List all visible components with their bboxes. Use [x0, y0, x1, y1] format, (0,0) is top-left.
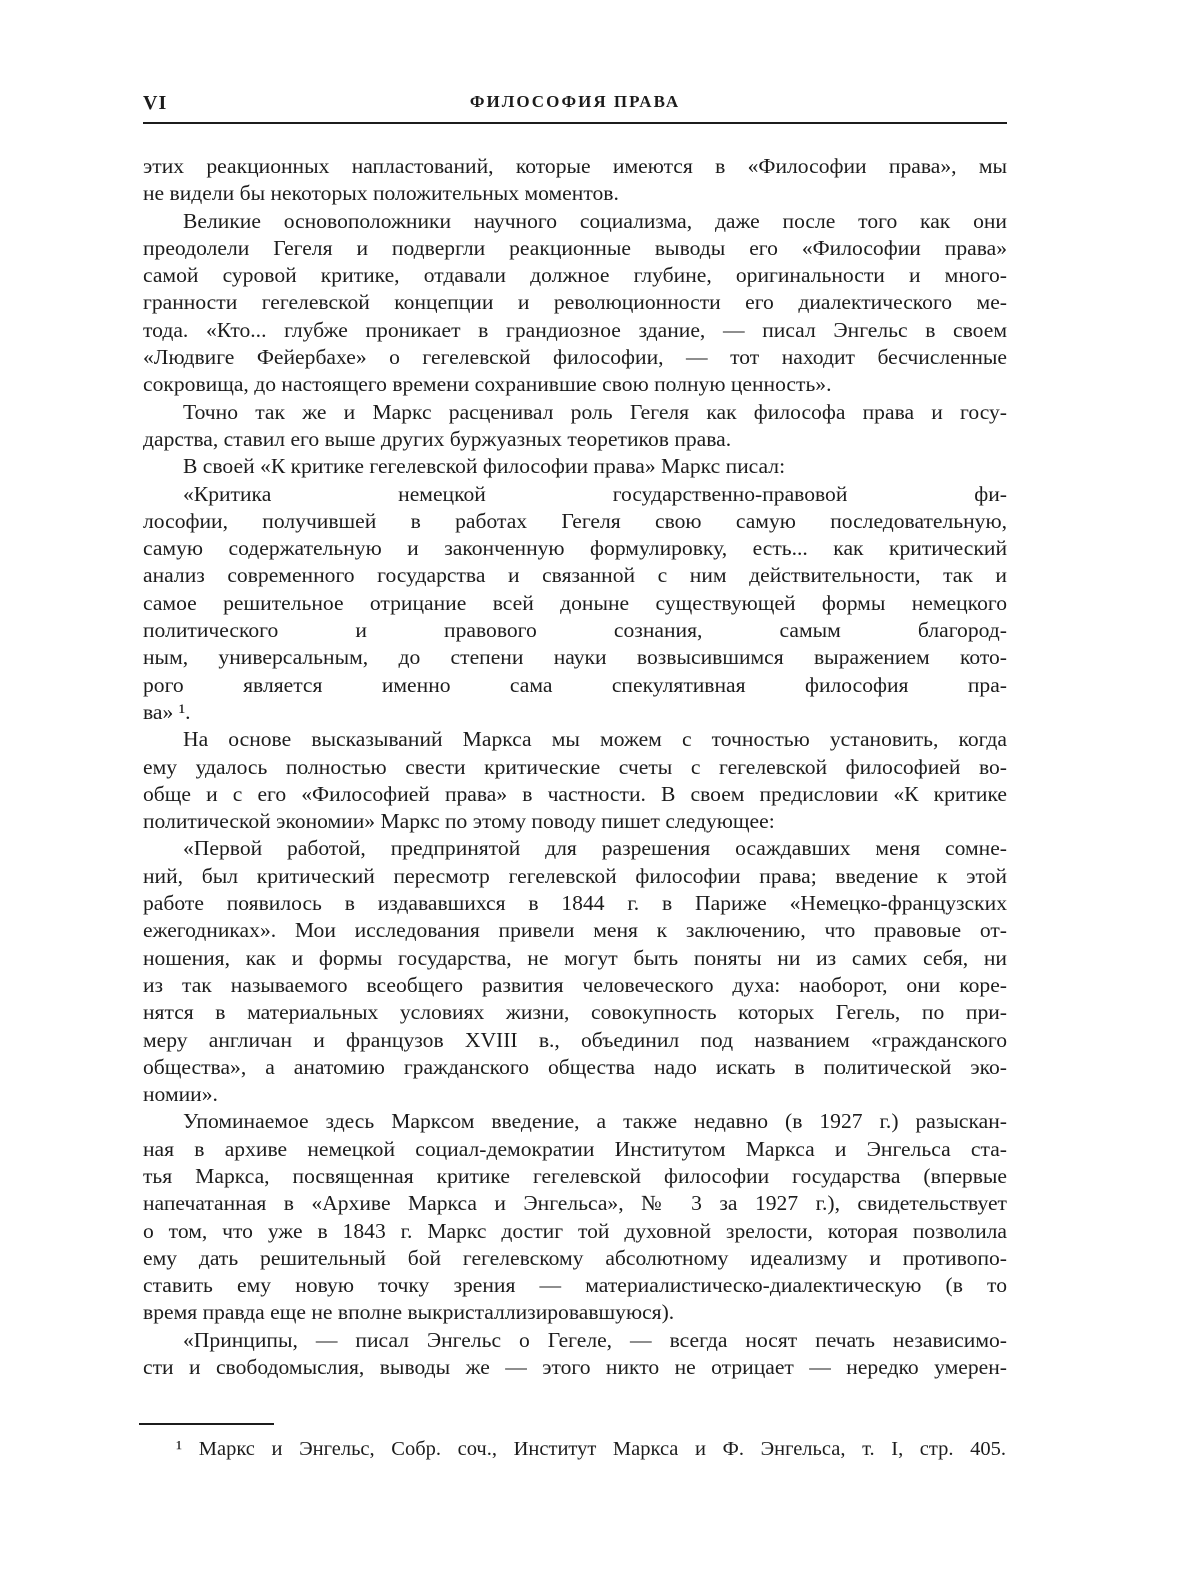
text-line: тья Маркса, посвященная критике гегелевской философии государства (впервые [143, 1163, 1007, 1188]
quote-line: «Первой работой, предпринятой для разрешения осаждавших меня сомне- [183, 836, 1007, 861]
quote-line: меру англичан и французов XVIII в., объединил под названием «гражданского [143, 1027, 1007, 1052]
text-line: сокровища, до настоящего времени сохранившие свою полную ценность». [143, 372, 832, 397]
page-number: VI [143, 92, 168, 114]
quote-line: нятся в материальных условиях жизни, совокупность которых Гегель, по при- [143, 1000, 1007, 1025]
text-line: тода. «Кто... глубже проникает в грандиозное здание, — писал Энгельс в своем [143, 317, 1007, 342]
quote-line: ным, универсальным, до степени науки возвысившимся выражением кото- [143, 645, 1007, 670]
text-line: Великие основоположники научного социализма, даже после того как они [183, 208, 1007, 233]
text-line: Упоминаемое здесь Марксом введение, а также недавно (в 1927 г.) разыскан- [183, 1109, 1007, 1134]
text-line: о том, что уже в 1843 г. Маркс достиг той духовной зрелости, которая позволила [143, 1218, 1007, 1243]
quote-line: самое решительное отрицание всей доныне существующей формы немецкого [143, 590, 1007, 615]
text-line: этих реакционных напластований, которые имеются в «Философии права», мы [143, 154, 1007, 178]
text-line: обще и с его «Философией права» в частности. В своем предисловии «К критике [143, 781, 1007, 806]
text-line: время правда еще не вполне выкристаллизировавшуюся). [143, 1300, 675, 1325]
quote-line: сти и свободомыслия, выводы же — этого никто не отрицает — нередко умерен- [143, 1355, 1007, 1380]
text-line: ему дать решительный бой гегелевскому абсолютному идеализму и противопо- [143, 1245, 1007, 1270]
text-line: политической экономии» Маркс по этому поводу пишет следующее: [143, 809, 775, 834]
text-line: В своей «К критике гегелевской философии права» Маркс писал: [183, 454, 786, 479]
text-line: ная в архиве немецкой социал-демократии Институтом Маркса и Энгельса ста- [143, 1136, 1007, 1161]
quote-line: ежегодниках». Мои исследования привели меня к заключению, что правовые от- [143, 918, 1007, 943]
quote-line: политического и правового сознания, самым благород- [143, 618, 1007, 643]
text-line: «Людвиге Фейербахе» о гегелевской философии, — тот находит бесчисленные [143, 345, 1007, 370]
quote-line: «Принципы, — писал Энгельс о Гегеле, — всегда носят печать независимо- [183, 1327, 1007, 1352]
running-head [143, 92, 1007, 124]
quote-line: ний, был критический пересмотр гегелевской философии права; введение к этой [143, 863, 1007, 888]
quote-line: номии». [143, 1082, 218, 1107]
quote-line: из так называемого всеобщего развития человеческого духа: наоборот, они коре- [143, 972, 1007, 997]
text-line: Точно так же и Маркс расценивал роль Гегеля как философа права и госу- [183, 399, 1007, 424]
quote-line: общества», а анатомию гражданского общества надо искать в политической эко- [143, 1054, 1007, 1079]
text-line: преодолели Гегеля и подвергли реакционные выводы его «Философии права» [143, 235, 1007, 260]
quote-line: лософии, получившей в работах Гегеля свою самую последовательную, [143, 508, 1007, 533]
text-line: На основе высказываний Маркса мы можем с точностью установить, когда [183, 727, 1007, 752]
quote-line: анализ современного государства и связанной с ним действительности, так и [143, 563, 1007, 588]
quote-line: самую содержательную и законченную формулировку, есть... как критический [143, 536, 1007, 561]
footnote-divider [139, 1423, 274, 1425]
body-text [143, 153, 1007, 1381]
text-line: ему удалось полностью свести критические счеты с гегелевской философией во- [143, 754, 1007, 779]
quote-line: ношения, как и формы государства, не могут быть поняты ни из самих себя, ни [143, 945, 1007, 970]
text-line: самой суровой критике, отдавали должное глубине, оригинальности и много- [143, 263, 1007, 288]
running-title: ФИЛОСОФИЯ ПРАВА [469, 92, 681, 111]
quote-line: ва» ¹. [143, 699, 191, 724]
text-line: дарства, ставил его выше других буржуазных теоретиков права. [143, 426, 732, 451]
text-line: гранности гегелевской концепции и революционности его диалектического ме- [143, 290, 1007, 315]
footnote: ¹ Маркс и Энгельс, Собр. соч., Институт Маркса и Ф. Энгельса, т. I, стр. 405. [176, 1438, 1006, 1460]
quote-line: работе появилось в издававшихся в 1844 г. в Париже «Немецко-французских [143, 891, 1007, 916]
text-line: ставить ему новую точку зрения — материалистическо-диалектическую (в то [143, 1273, 1007, 1298]
quote-line: «Критика немецкой государственно-правовой фи- [183, 481, 1007, 506]
text-line: не видели бы некоторых положительных моментов. [143, 181, 619, 206]
text-line: напечатанная в «Архиве Маркса и Энгельса», № 3 за 1927 г.), свидетельствует [143, 1191, 1007, 1216]
quote-line: рого является именно сама спекулятивная философия пра- [143, 672, 1007, 697]
